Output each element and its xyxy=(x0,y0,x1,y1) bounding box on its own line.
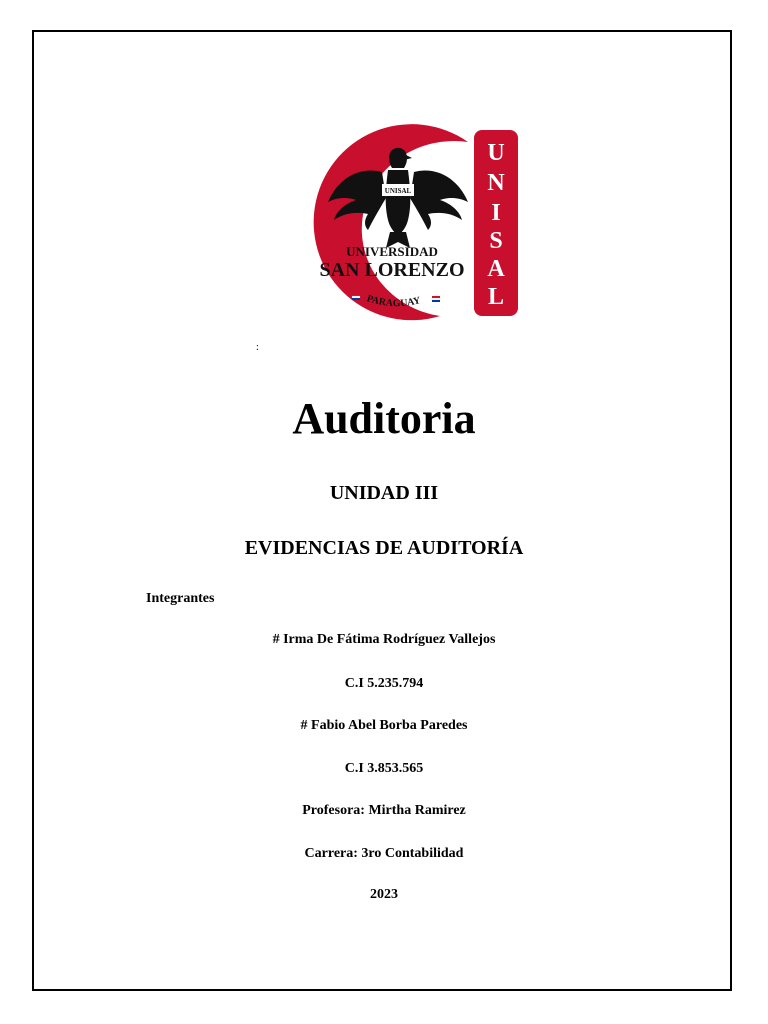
career-line: Carrera: 3ro Contabilidad xyxy=(304,846,464,861)
banner-letter: S xyxy=(489,228,503,254)
professor-line: Profesora: Mirtha Ramirez xyxy=(302,803,466,818)
banner-letter: A xyxy=(487,256,505,282)
banner-letter: N xyxy=(487,170,505,196)
banner-letter: L xyxy=(487,284,505,310)
members-label: Integrantes xyxy=(146,591,215,606)
emblem-text: UNISAL xyxy=(384,187,412,195)
document-subtitle: EVIDENCIAS DE AUDITORÍA xyxy=(244,537,524,559)
member-name: # Irma De Fátima Rodríguez Vallejos xyxy=(272,632,496,647)
document-title: Auditoria xyxy=(292,394,476,443)
stray-colon: : xyxy=(256,342,259,353)
logo-university-line: UNIVERSIDAD xyxy=(346,244,438,259)
logo-country: PARAGUAY xyxy=(365,293,422,310)
year-line: 2023 xyxy=(370,887,398,902)
unit-heading: UNIDAD III xyxy=(329,482,439,504)
flag-icon xyxy=(352,294,360,300)
flag-icon xyxy=(432,296,440,302)
member-id: C.I 5.235.794 xyxy=(344,676,424,691)
university-logo xyxy=(290,120,522,324)
banner-letter: I xyxy=(491,200,501,226)
member-name: # Fabio Abel Borba Paredes xyxy=(300,718,468,733)
banner-letter: U xyxy=(487,140,505,166)
member-id: C.I 3.853.565 xyxy=(344,761,424,776)
logo-university-name: SAN LORENZO xyxy=(319,259,465,281)
